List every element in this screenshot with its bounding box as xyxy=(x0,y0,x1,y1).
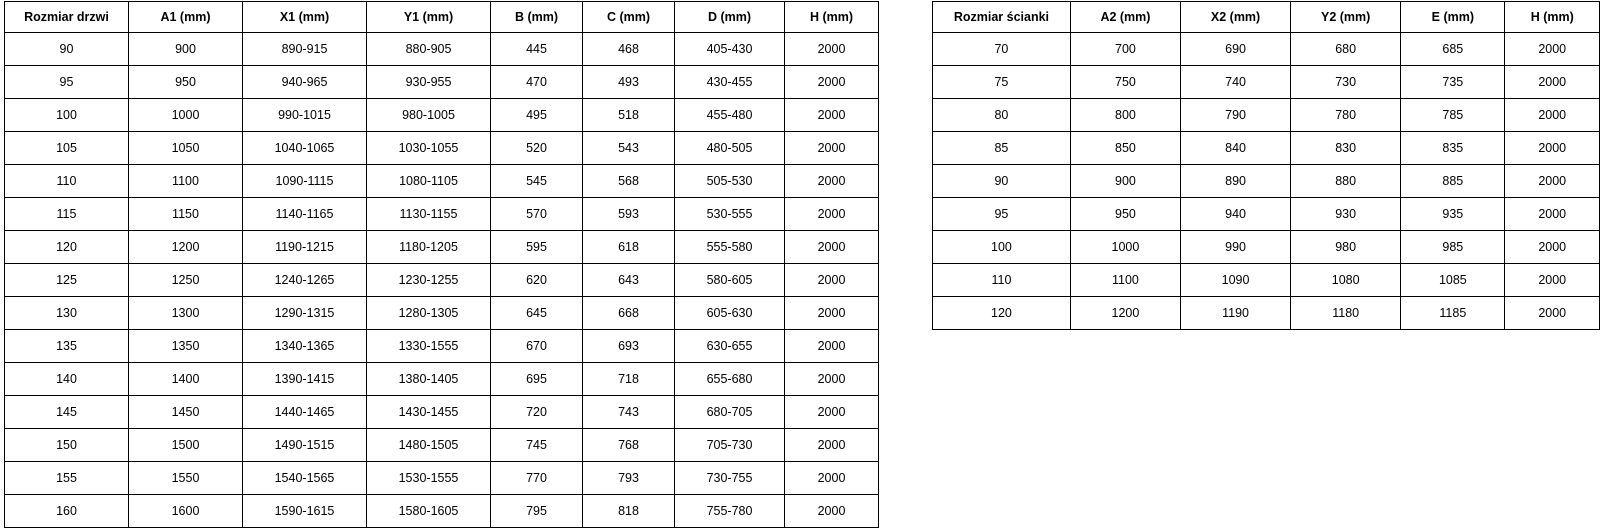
wall-sizes-table-cell: 85 xyxy=(933,132,1071,165)
door-sizes-table-cell: 770 xyxy=(491,462,583,495)
wall-sizes-table-header-cell: Rozmiar ścianki xyxy=(933,2,1071,33)
wall-sizes-table-cell: 1090 xyxy=(1181,264,1291,297)
wall-sizes-table xyxy=(932,1,1600,330)
wall-sizes-table-cell: 2000 xyxy=(1505,264,1600,297)
door-sizes-table-cell: 470 xyxy=(491,66,583,99)
door-sizes-table-cell: 795 xyxy=(491,495,583,528)
wall-sizes-table-header-cell: E (mm) xyxy=(1401,2,1505,33)
table-row xyxy=(5,363,879,396)
door-sizes-table-cell: 115 xyxy=(5,198,129,231)
door-sizes-table-cell: 580-605 xyxy=(675,264,785,297)
door-sizes-table-header-cell: H (mm) xyxy=(785,2,879,33)
door-sizes-table-cell: 568 xyxy=(583,165,675,198)
door-sizes-table-cell: 1480-1505 xyxy=(367,429,491,462)
wall-sizes-table-cell: 2000 xyxy=(1505,297,1600,330)
door-sizes-table-cell: 1140-1165 xyxy=(243,198,367,231)
door-sizes-table-cell: 150 xyxy=(5,429,129,462)
door-sizes-table-cell: 2000 xyxy=(785,198,879,231)
wall-sizes-table-cell: 835 xyxy=(1401,132,1505,165)
door-sizes-table-header-cell: X1 (mm) xyxy=(243,2,367,33)
door-sizes-table-cell: 1290-1315 xyxy=(243,297,367,330)
wall-sizes-table-cell: 935 xyxy=(1401,198,1505,231)
door-sizes-table-cell: 455-480 xyxy=(675,99,785,132)
table-row xyxy=(933,33,1600,66)
wall-sizes-table-head xyxy=(933,2,1600,33)
door-sizes-table-cell: 135 xyxy=(5,330,129,363)
door-sizes-table-cell: 1190-1215 xyxy=(243,231,367,264)
wall-sizes-table-cell: 880 xyxy=(1291,165,1401,198)
door-sizes-table-cell: 1300 xyxy=(129,297,243,330)
wall-sizes-table-cell: 80 xyxy=(933,99,1071,132)
door-sizes-table-cell: 1100 xyxy=(129,165,243,198)
wall-sizes-table-cell: 1080 xyxy=(1291,264,1401,297)
table-row xyxy=(5,198,879,231)
table-row xyxy=(933,198,1600,231)
door-sizes-table-cell: 445 xyxy=(491,33,583,66)
door-sizes-table-cell: 1330-1555 xyxy=(367,330,491,363)
door-sizes-table-header-cell: Rozmiar drzwi xyxy=(5,2,129,33)
door-sizes-table-cell: 1250 xyxy=(129,264,243,297)
wall-sizes-table-body xyxy=(933,33,1600,330)
door-sizes-table-cell: 900 xyxy=(129,33,243,66)
door-sizes-table-cell: 718 xyxy=(583,363,675,396)
wall-sizes-table-cell: 890 xyxy=(1181,165,1291,198)
wall-sizes-table-cell: 1180 xyxy=(1291,297,1401,330)
door-sizes-table-cell: 120 xyxy=(5,231,129,264)
door-sizes-table xyxy=(4,1,879,528)
door-sizes-table-cell: 680-705 xyxy=(675,396,785,429)
wall-sizes-table-cell: 940 xyxy=(1181,198,1291,231)
door-sizes-table-cell: 1580-1605 xyxy=(367,495,491,528)
table-row xyxy=(933,264,1600,297)
table-row xyxy=(933,132,1600,165)
door-sizes-table-cell: 1240-1265 xyxy=(243,264,367,297)
door-sizes-table-cell: 155 xyxy=(5,462,129,495)
door-sizes-table-cell: 1550 xyxy=(129,462,243,495)
wall-sizes-table-cell: 1000 xyxy=(1070,231,1180,264)
door-sizes-table-cell: 940-965 xyxy=(243,66,367,99)
door-sizes-table-cell: 1590-1615 xyxy=(243,495,367,528)
door-sizes-table-cell: 818 xyxy=(583,495,675,528)
door-sizes-table-cell: 518 xyxy=(583,99,675,132)
door-sizes-table-cell: 1180-1205 xyxy=(367,231,491,264)
door-sizes-table-cell: 505-530 xyxy=(675,165,785,198)
door-sizes-table-cell: 1530-1555 xyxy=(367,462,491,495)
wall-sizes-table-cell: 95 xyxy=(933,198,1071,231)
wall-sizes-table-cell: 885 xyxy=(1401,165,1505,198)
wall-sizes-table-cell: 840 xyxy=(1181,132,1291,165)
door-sizes-table-cell: 1540-1565 xyxy=(243,462,367,495)
door-sizes-table-cell: 1030-1055 xyxy=(367,132,491,165)
door-sizes-table-cell: 2000 xyxy=(785,462,879,495)
wall-sizes-table-cell: 680 xyxy=(1291,33,1401,66)
wall-sizes-table-cell: 2000 xyxy=(1505,231,1600,264)
door-sizes-table-header-cell: Y1 (mm) xyxy=(367,2,491,33)
door-sizes-table-cell: 530-555 xyxy=(675,198,785,231)
door-sizes-table-cell: 125 xyxy=(5,264,129,297)
wall-sizes-table-cell: 110 xyxy=(933,264,1071,297)
wall-sizes-table-cell: 1200 xyxy=(1070,297,1180,330)
table-row xyxy=(933,165,1600,198)
door-sizes-table-cell: 1450 xyxy=(129,396,243,429)
door-sizes-table-cell: 605-630 xyxy=(675,297,785,330)
wall-sizes-table-cell: 980 xyxy=(1291,231,1401,264)
door-sizes-table-cell: 1390-1415 xyxy=(243,363,367,396)
wall-sizes-table-cell: 830 xyxy=(1291,132,1401,165)
table-row xyxy=(933,297,1600,330)
wall-sizes-table-cell: 685 xyxy=(1401,33,1505,66)
door-sizes-table-header-cell: B (mm) xyxy=(491,2,583,33)
wall-sizes-table-cell: 690 xyxy=(1181,33,1291,66)
door-sizes-table-cell: 768 xyxy=(583,429,675,462)
door-sizes-table-cell: 1600 xyxy=(129,495,243,528)
door-sizes-table-cell: 693 xyxy=(583,330,675,363)
door-sizes-table-cell: 95 xyxy=(5,66,129,99)
door-sizes-table-cell: 620 xyxy=(491,264,583,297)
door-sizes-table-cell: 890-915 xyxy=(243,33,367,66)
door-sizes-table-cell: 630-655 xyxy=(675,330,785,363)
wall-sizes-table-container xyxy=(932,1,1600,330)
door-sizes-table-cell: 2000 xyxy=(785,330,879,363)
door-sizes-table-cell: 430-455 xyxy=(675,66,785,99)
wall-sizes-table-header-cell: X2 (mm) xyxy=(1181,2,1291,33)
door-sizes-table-cell: 880-905 xyxy=(367,33,491,66)
table-row xyxy=(5,330,879,363)
wall-sizes-table-header-cell: A2 (mm) xyxy=(1070,2,1180,33)
door-sizes-table-cell: 1400 xyxy=(129,363,243,396)
door-sizes-table-cell: 2000 xyxy=(785,165,879,198)
wall-sizes-table-cell: 750 xyxy=(1070,66,1180,99)
door-sizes-table-cell: 2000 xyxy=(785,297,879,330)
door-sizes-table-cell: 980-1005 xyxy=(367,99,491,132)
door-sizes-table-cell: 1350 xyxy=(129,330,243,363)
door-sizes-table-header-cell: A1 (mm) xyxy=(129,2,243,33)
door-sizes-table-cell: 1430-1455 xyxy=(367,396,491,429)
door-sizes-table-cell: 543 xyxy=(583,132,675,165)
door-sizes-table-cell: 100 xyxy=(5,99,129,132)
door-sizes-table-cell: 405-430 xyxy=(675,33,785,66)
door-sizes-table-cell: 2000 xyxy=(785,33,879,66)
door-sizes-table-cell: 670 xyxy=(491,330,583,363)
wall-sizes-table-cell: 90 xyxy=(933,165,1071,198)
door-sizes-table-cell: 655-680 xyxy=(675,363,785,396)
wall-sizes-table-cell: 120 xyxy=(933,297,1071,330)
door-sizes-table-cell: 1130-1155 xyxy=(367,198,491,231)
wall-sizes-table-cell: 2000 xyxy=(1505,99,1600,132)
table-header-row xyxy=(933,2,1600,33)
door-sizes-table-cell: 2000 xyxy=(785,66,879,99)
table-row xyxy=(933,99,1600,132)
door-sizes-table-cell: 1380-1405 xyxy=(367,363,491,396)
door-sizes-table-cell: 1500 xyxy=(129,429,243,462)
door-sizes-table-cell: 950 xyxy=(129,66,243,99)
door-sizes-table-cell: 1340-1365 xyxy=(243,330,367,363)
door-sizes-table-cell: 2000 xyxy=(785,396,879,429)
door-sizes-table-cell: 618 xyxy=(583,231,675,264)
door-sizes-table-cell: 160 xyxy=(5,495,129,528)
door-sizes-table-header-cell: C (mm) xyxy=(583,2,675,33)
door-sizes-table-cell: 743 xyxy=(583,396,675,429)
table-row xyxy=(5,297,879,330)
door-sizes-table-cell: 1000 xyxy=(129,99,243,132)
wall-sizes-table-cell: 100 xyxy=(933,231,1071,264)
door-sizes-table-cell: 2000 xyxy=(785,495,879,528)
door-sizes-table-cell: 2000 xyxy=(785,231,879,264)
door-sizes-table-cell: 668 xyxy=(583,297,675,330)
door-sizes-table-cell: 705-730 xyxy=(675,429,785,462)
door-sizes-table-header-cell: D (mm) xyxy=(675,2,785,33)
wall-sizes-table-cell: 990 xyxy=(1181,231,1291,264)
table-row xyxy=(5,99,879,132)
wall-sizes-table-cell: 2000 xyxy=(1505,33,1600,66)
door-sizes-table-cell: 1090-1115 xyxy=(243,165,367,198)
wall-sizes-table-cell: 1085 xyxy=(1401,264,1505,297)
wall-sizes-table-cell: 1185 xyxy=(1401,297,1505,330)
door-sizes-table-cell: 730-755 xyxy=(675,462,785,495)
wall-sizes-table-cell: 785 xyxy=(1401,99,1505,132)
door-sizes-table-cell: 1200 xyxy=(129,231,243,264)
table-row xyxy=(5,231,879,264)
table-row xyxy=(5,462,879,495)
wall-sizes-table-cell: 2000 xyxy=(1505,198,1600,231)
door-sizes-table-cell: 90 xyxy=(5,33,129,66)
table-row xyxy=(5,66,879,99)
table-row xyxy=(933,231,1600,264)
door-sizes-table-cell: 545 xyxy=(491,165,583,198)
door-sizes-table-cell: 105 xyxy=(5,132,129,165)
table-row xyxy=(5,495,879,528)
door-sizes-table-body xyxy=(5,33,879,528)
table-row xyxy=(5,396,879,429)
table-row xyxy=(5,33,879,66)
door-sizes-table-cell: 745 xyxy=(491,429,583,462)
door-sizes-table-cell: 930-955 xyxy=(367,66,491,99)
wall-sizes-table-cell: 800 xyxy=(1070,99,1180,132)
wall-sizes-table-cell: 2000 xyxy=(1505,165,1600,198)
door-sizes-table-cell: 1280-1305 xyxy=(367,297,491,330)
door-sizes-table-cell: 570 xyxy=(491,198,583,231)
wall-sizes-table-header-cell: H (mm) xyxy=(1505,2,1600,33)
table-row xyxy=(5,132,879,165)
wall-sizes-table-cell: 900 xyxy=(1070,165,1180,198)
door-sizes-table-cell: 695 xyxy=(491,363,583,396)
wall-sizes-table-cell: 740 xyxy=(1181,66,1291,99)
door-sizes-table-cell: 493 xyxy=(583,66,675,99)
door-sizes-table-cell: 1050 xyxy=(129,132,243,165)
wall-sizes-table-cell: 780 xyxy=(1291,99,1401,132)
door-sizes-table-cell: 130 xyxy=(5,297,129,330)
door-sizes-table-cell: 555-580 xyxy=(675,231,785,264)
door-sizes-table-cell: 755-780 xyxy=(675,495,785,528)
wall-sizes-table-cell: 930 xyxy=(1291,198,1401,231)
door-sizes-table-cell: 520 xyxy=(491,132,583,165)
wall-sizes-table-cell: 730 xyxy=(1291,66,1401,99)
wall-sizes-table-cell: 700 xyxy=(1070,33,1180,66)
door-sizes-table-cell: 2000 xyxy=(785,99,879,132)
door-sizes-table-cell: 110 xyxy=(5,165,129,198)
door-sizes-table-cell: 990-1015 xyxy=(243,99,367,132)
door-sizes-table-cell: 793 xyxy=(583,462,675,495)
table-header-row xyxy=(5,2,879,33)
door-sizes-table-cell: 2000 xyxy=(785,264,879,297)
door-sizes-table-cell: 643 xyxy=(583,264,675,297)
door-sizes-table-cell: 468 xyxy=(583,33,675,66)
wall-sizes-table-cell: 75 xyxy=(933,66,1071,99)
door-sizes-table-cell: 593 xyxy=(583,198,675,231)
wall-sizes-table-cell: 985 xyxy=(1401,231,1505,264)
wall-sizes-table-header-cell: Y2 (mm) xyxy=(1291,2,1401,33)
door-sizes-table-cell: 720 xyxy=(491,396,583,429)
table-row xyxy=(933,66,1600,99)
door-sizes-table-cell: 145 xyxy=(5,396,129,429)
wall-sizes-table-cell: 1100 xyxy=(1070,264,1180,297)
door-sizes-table-cell: 1040-1065 xyxy=(243,132,367,165)
door-sizes-table-cell: 140 xyxy=(5,363,129,396)
door-sizes-table-cell: 480-505 xyxy=(675,132,785,165)
wall-sizes-table-cell: 735 xyxy=(1401,66,1505,99)
wall-sizes-table-cell: 950 xyxy=(1070,198,1180,231)
door-sizes-table-cell: 1440-1465 xyxy=(243,396,367,429)
wall-sizes-table-cell: 2000 xyxy=(1505,132,1600,165)
door-sizes-table-cell: 1230-1255 xyxy=(367,264,491,297)
wall-sizes-table-cell: 850 xyxy=(1070,132,1180,165)
wall-sizes-table-cell: 2000 xyxy=(1505,66,1600,99)
door-sizes-table-cell: 1150 xyxy=(129,198,243,231)
door-sizes-table-cell: 2000 xyxy=(785,363,879,396)
table-row xyxy=(5,165,879,198)
wall-sizes-table-cell: 790 xyxy=(1181,99,1291,132)
door-sizes-table-cell: 1080-1105 xyxy=(367,165,491,198)
door-sizes-table-cell: 645 xyxy=(491,297,583,330)
door-sizes-table-cell: 1490-1515 xyxy=(243,429,367,462)
table-row xyxy=(5,429,879,462)
door-sizes-table-cell: 2000 xyxy=(785,429,879,462)
door-sizes-table-cell: 595 xyxy=(491,231,583,264)
door-sizes-table-container xyxy=(4,1,879,528)
door-sizes-table-cell: 2000 xyxy=(785,132,879,165)
table-row xyxy=(5,264,879,297)
door-sizes-table-head xyxy=(5,2,879,33)
door-sizes-table-cell: 495 xyxy=(491,99,583,132)
wall-sizes-table-cell: 1190 xyxy=(1181,297,1291,330)
wall-sizes-table-cell: 70 xyxy=(933,33,1071,66)
